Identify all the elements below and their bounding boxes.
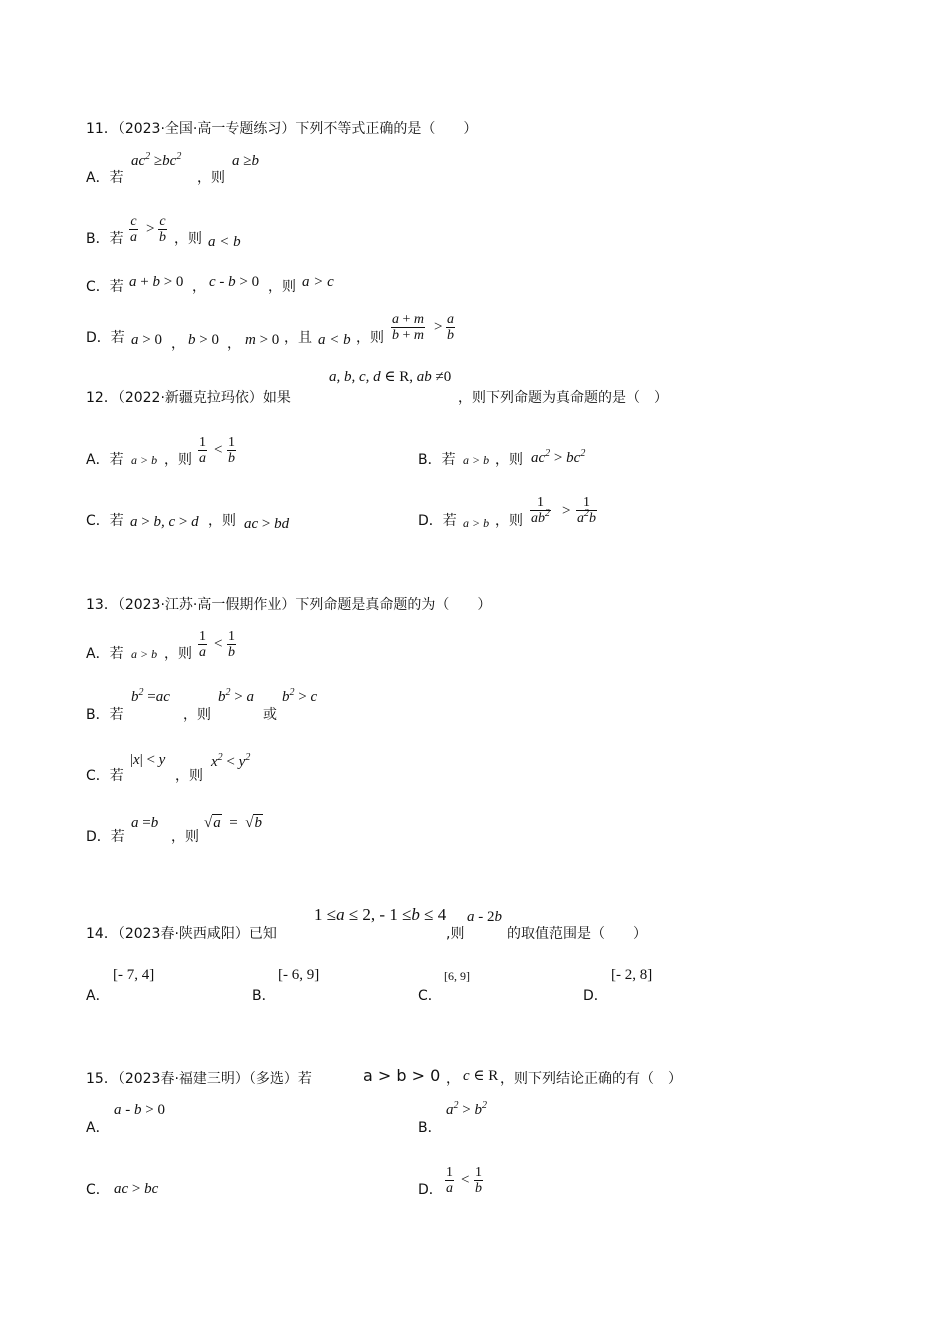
math-expression: a > 0 xyxy=(131,332,162,348)
option-c xyxy=(86,765,124,785)
question-text: ，则下列结论正确的有（ ） xyxy=(500,1071,682,1087)
option-text: 若 xyxy=(109,768,124,784)
option-label: D． xyxy=(583,988,608,1004)
option-text: ，则 xyxy=(356,330,384,346)
option-label: C． xyxy=(86,768,110,784)
option-label: A． xyxy=(86,1120,110,1136)
option-label: D． xyxy=(86,330,111,346)
math-expression: a > b xyxy=(131,453,158,467)
math-operator: < xyxy=(214,636,223,652)
option-label: C． xyxy=(418,988,442,1004)
math-expression: a > b xyxy=(131,647,158,661)
math-operator: < xyxy=(214,442,223,458)
option-a xyxy=(86,985,110,1005)
question-text: ，则下列命题为真命题的是（ ） xyxy=(458,390,668,406)
option-text: ，则 xyxy=(164,646,192,662)
option-label: C． xyxy=(86,513,110,529)
math-fraction: $\frac{1}{b}$ xyxy=(228,629,235,660)
option-text: 若 xyxy=(109,646,124,662)
question-text: ,则 xyxy=(446,926,465,942)
math-operator: > xyxy=(146,221,155,237)
math-fraction: $\frac{1}{b}$ xyxy=(228,435,235,466)
option-d xyxy=(583,985,608,1005)
question-stem xyxy=(86,118,477,138)
option-label: D． xyxy=(418,513,443,529)
question-source: （2023春·陕西咸阳） xyxy=(117,926,249,942)
option-label: A． xyxy=(86,646,110,662)
question-number: 12． xyxy=(86,390,118,406)
math-operator: > xyxy=(434,319,443,335)
option-text: 或 xyxy=(263,707,277,723)
option-text: ，则 xyxy=(197,170,225,186)
option-text: 若 xyxy=(109,279,124,295)
question-text: 的取值范围是（ ） xyxy=(507,926,647,942)
question-stem xyxy=(86,1068,312,1088)
math-expression: |x| < y xyxy=(130,752,166,768)
option-text: 若 xyxy=(441,452,456,468)
math-expression: b > 0 xyxy=(188,332,219,348)
math-expression: a < b xyxy=(318,332,351,348)
option-text: 若 xyxy=(110,829,125,845)
option-text: ， xyxy=(171,336,185,352)
option-label: D． xyxy=(86,829,111,845)
question-text: 若 xyxy=(297,1071,312,1087)
question-stem xyxy=(86,387,291,407)
option-c xyxy=(86,276,124,296)
math-expression: a > b, c > d xyxy=(130,514,199,530)
option-text: ，且 xyxy=(284,330,312,346)
question-stem xyxy=(86,594,491,614)
question-number: 11． xyxy=(86,121,118,137)
math-expression: c ∈ R xyxy=(463,1068,499,1084)
option-text: 若 xyxy=(109,231,124,247)
math-fraction: $\frac{1}{b}$ xyxy=(475,1165,482,1196)
math-expression: $ac^2 \ge bc^2$ xyxy=(131,151,182,169)
math-expression: a - 2b xyxy=(467,909,502,925)
option-text: ，则 xyxy=(495,452,523,468)
option-text: 若 xyxy=(109,513,124,529)
option-label: B． xyxy=(86,231,110,247)
math-expression: c - b > 0 xyxy=(209,274,260,290)
math-expression: a > c xyxy=(302,274,334,290)
option-text: 若 xyxy=(109,452,124,468)
option-b xyxy=(418,1117,442,1137)
option-a xyxy=(86,643,124,663)
math-expression: a, b, c, d ∈ R, ab ≠0 xyxy=(329,369,452,385)
option-label: B． xyxy=(86,707,110,723)
option-b xyxy=(252,985,276,1005)
option-text: ，则 xyxy=(164,452,192,468)
option-d xyxy=(86,327,125,347)
math-expression: $ac^2 > bc^2$ xyxy=(531,448,586,466)
option-text: ，则 xyxy=(208,513,236,529)
math-expression: ac > bc xyxy=(114,1181,159,1197)
math-expression: a < b xyxy=(208,234,241,250)
question-text: ， xyxy=(446,1071,460,1087)
option-label: C． xyxy=(86,279,110,295)
math-expression: 1 ≤a ≤ 2, - 1 ≤b ≤ 4 xyxy=(314,905,447,924)
option-label: A． xyxy=(86,988,110,1004)
option-text: ，则 xyxy=(268,279,296,295)
option-label: B． xyxy=(418,1120,442,1136)
option-b xyxy=(86,228,124,248)
math-expression: m > 0 xyxy=(245,332,280,348)
option-d xyxy=(418,1179,443,1199)
question-source: （2022·新疆克拉玛依） xyxy=(117,390,263,406)
option-text: ，则 xyxy=(495,513,523,529)
option-label: B． xyxy=(252,988,276,1004)
option-value: [- 7, 4] xyxy=(113,967,155,983)
math-expression: a - b > 0 xyxy=(114,1102,165,1118)
option-c xyxy=(418,985,442,1005)
option-text: ， xyxy=(227,336,241,352)
math-fraction: $\frac{1}{ab^2}$ xyxy=(531,495,550,526)
option-text: ， xyxy=(192,279,206,295)
math-expression: $a^2 > b^2$ xyxy=(446,1100,487,1118)
option-c xyxy=(86,510,124,530)
question-source: （2023春·福建三明）（多选） xyxy=(117,1071,298,1087)
math-expression: a =b xyxy=(131,815,159,831)
math-operator: < xyxy=(461,1172,470,1188)
math-expression: $b^2 > c$ xyxy=(282,687,318,705)
question-stem xyxy=(86,923,277,943)
math-fraction: $\frac{a}{b}$ xyxy=(447,312,454,343)
math-expression: a > b xyxy=(463,516,490,530)
option-text: 若 xyxy=(110,330,125,346)
question-number: 15． xyxy=(86,1071,118,1087)
question-condition: a > b > 0 xyxy=(363,1066,441,1085)
option-text: 若 xyxy=(109,170,124,186)
option-text: ，则 xyxy=(183,707,211,723)
question-text: 下列命题是真命题的为（ ） xyxy=(295,597,492,613)
option-value: [6, 9] xyxy=(444,969,470,983)
math-fraction: $\frac{c}{a}$ xyxy=(130,214,137,245)
option-text: 若 xyxy=(442,513,457,529)
option-label: A． xyxy=(86,452,110,468)
math-fraction: $\frac{1}{a}$ xyxy=(199,435,206,466)
option-b xyxy=(86,704,124,724)
option-a xyxy=(86,167,124,187)
question-text: 已知 xyxy=(248,926,277,942)
option-d xyxy=(86,826,125,846)
math-fraction: $\frac{1}{a}$ xyxy=(446,1165,453,1196)
option-a xyxy=(86,449,124,469)
math-expression: a ≥b xyxy=(232,153,259,169)
question-source: （2023·全国·高一专题练习） xyxy=(117,121,296,137)
option-label: C． xyxy=(86,1182,110,1198)
option-text: ，则 xyxy=(174,231,202,247)
question-source: （2023·江苏·高一假期作业） xyxy=(117,597,296,613)
question-text: 如果 xyxy=(262,390,291,406)
option-a xyxy=(86,1117,110,1137)
option-b xyxy=(418,449,456,469)
option-c xyxy=(86,1179,110,1199)
math-fraction: $\frac{1}{a}$ xyxy=(199,629,206,660)
question-number: 14． xyxy=(86,926,118,942)
math-expression: √a = √b xyxy=(204,815,262,831)
option-text: ，则 xyxy=(171,829,199,845)
question-number: 13． xyxy=(86,597,118,613)
question-text: 下列不等式正确的是（ ） xyxy=(295,121,478,137)
math-fraction: $\frac{1}{a^2b}$ xyxy=(577,495,596,526)
option-label: B． xyxy=(418,452,442,468)
math-expression: a > b xyxy=(463,453,490,467)
option-text: 若 xyxy=(109,707,124,723)
option-label: D． xyxy=(418,1182,443,1198)
option-text: ，则 xyxy=(175,768,203,784)
option-value: [- 6, 9] xyxy=(278,967,320,983)
math-fraction: $\frac{a + m}{b + m}$ xyxy=(392,312,425,343)
option-label: A． xyxy=(86,170,110,186)
math-expression: ac > bd xyxy=(244,516,290,532)
math-fraction: $\frac{c}{b}$ xyxy=(159,214,166,245)
math-expression: $x^2 < y^2$ xyxy=(211,752,251,770)
math-expression: $b^2 > a$ xyxy=(218,687,254,705)
option-value: [- 2, 8] xyxy=(611,967,653,983)
option-d xyxy=(418,510,457,530)
math-operator: > xyxy=(562,503,571,519)
math-expression: a + b > 0 xyxy=(129,274,184,290)
math-expression: $b^2 =ac$ xyxy=(131,687,170,705)
